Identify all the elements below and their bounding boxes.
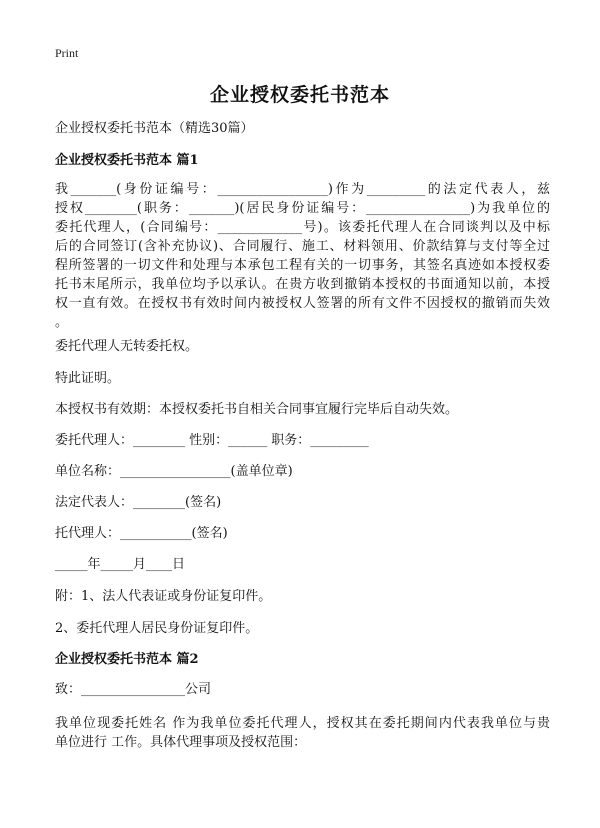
body-line: 委托代理人，(合同编号：_____________号)。该委托代理人在合同谈判以及中标 bbox=[55, 220, 550, 235]
attachment-2-line: 2、委托代理人居民身份证复印件。 bbox=[55, 621, 259, 636]
body-line: 后的合同签订(含补充协议)、合同履行、施工、材料领用、价款结算与支付等全过 bbox=[55, 239, 550, 254]
body-line: 我_______(身份证编号：_________________)作为_________的法定代表人，兹 bbox=[55, 182, 550, 197]
body-line: 托书末尾所示，我单位均予以承认。在贵方收到撤销本授权的书面通知以前，本授 bbox=[55, 277, 550, 292]
body-line: 。 bbox=[55, 315, 69, 330]
certify-line: 特此证明。 bbox=[55, 371, 121, 386]
section-2-heading: 企业授权委托书范本 篇2 bbox=[55, 652, 199, 667]
section-1-heading: 企业授权委托书范本 篇1 bbox=[55, 153, 199, 168]
body-line: 权一直有效。在授权书有效时间内被授权人签署的所有文件不因授权的撤销而失效 bbox=[55, 296, 550, 311]
body-line: 单位进行 工作。具体代理事项及授权范围： bbox=[55, 735, 307, 750]
page-title: 企业授权委托书范本 bbox=[209, 84, 390, 106]
to-line: 致：________________公司 bbox=[55, 682, 212, 697]
body-line: 授权________(职务：_______)(居民身份证编号：________________)为我单位的 bbox=[55, 201, 550, 216]
legal-rep-line: 法定代表人：________(签名) bbox=[55, 495, 222, 510]
date-line: _____年_____月____日 bbox=[55, 557, 186, 572]
body-line: 程所签署的一切文件和处理与本承包工程有关的一切事务，其签名真迹如本授权委 bbox=[55, 258, 550, 273]
no-transfer-line: 委托代理人无转委托权。 bbox=[55, 339, 199, 354]
print-label: Print bbox=[55, 46, 79, 60]
intro-line: 企业授权委托书范本（精选30篇） bbox=[55, 121, 254, 136]
section-1-body bbox=[55, 180, 550, 332]
section-2-body bbox=[55, 714, 550, 752]
attachment-1-line: 附：1、法人代表证或身份证复印件。 bbox=[55, 589, 272, 604]
agent-fields-line: 委托代理人：________ 性别：______ 职务：_________ bbox=[55, 433, 369, 448]
validity-line: 本授权书有效期：本授权委托书自相关合同事宜履行完毕后自动失效。 bbox=[55, 402, 459, 417]
body-line: 我单位现委托姓名 作为我单位委托代理人，授权其在委托期间内代表我单位与贵 bbox=[55, 716, 550, 731]
unit-name-line: 单位名称：_________________(盖单位章) bbox=[55, 464, 293, 479]
proxy-line: 托代理人：___________(签名) bbox=[55, 526, 228, 541]
